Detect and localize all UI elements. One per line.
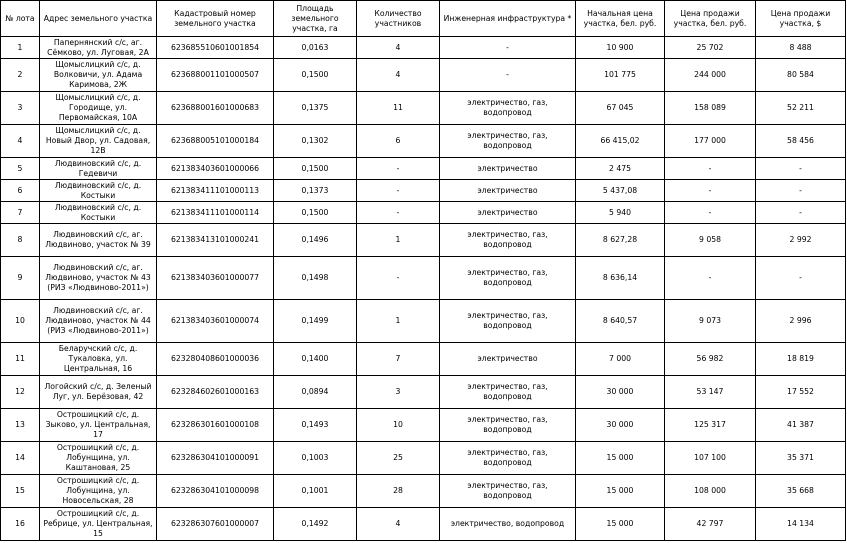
cell-address: Щомыслицкий с/с, д. Городище, ул. Первомайская, 10А — [40, 92, 157, 125]
header-sale-price-usd: Цена продажи участка, $ — [756, 1, 846, 37]
cell-sale-price-usd: 14 134 — [756, 508, 846, 541]
cell-start-price: 30 000 — [576, 376, 665, 409]
cell-participants: 3 — [357, 376, 440, 409]
cell-start-price: 101 775 — [576, 59, 665, 92]
cell-address: Острошицкий с/с, д. Лобунщина, ул. Каштановая, 25 — [40, 442, 157, 475]
cell-sale-price-usd: 2 992 — [756, 224, 846, 257]
cell-sale-price-byn: 107 100 — [665, 442, 756, 475]
table-row — [1, 180, 846, 202]
cell-area: 0,1496 — [274, 224, 357, 257]
cell-participants: 28 — [357, 475, 440, 508]
table-row — [1, 92, 846, 125]
cell-address: Людвиновский с/с, аг. Людвиново, участок № 44 (РИЗ «Людвиново-2011») — [40, 300, 157, 343]
cell-area: 0,0163 — [274, 37, 357, 59]
cell-area: 0,1499 — [274, 300, 357, 343]
cell-sale-price-byn: 25 702 — [665, 37, 756, 59]
cell-area: 0,1492 — [274, 508, 357, 541]
cell-address: Людвиновский с/с, д. Костыки — [40, 180, 157, 202]
cell-address: Острошицкий с/с, д. Зыково, ул. Центральная, 17 — [40, 409, 157, 442]
header-infrastructure: Инженерная инфраструктура * — [440, 1, 576, 37]
cell-sale-price-usd: - — [756, 257, 846, 300]
cell-cadastral-number: 621383411101000114 — [157, 202, 274, 224]
cell-infrastructure: электричество, водопровод — [440, 508, 576, 541]
cell-cadastral-number: 623688001601000683 — [157, 92, 274, 125]
cell-start-price: 30 000 — [576, 409, 665, 442]
cell-lot-number: 9 — [1, 257, 40, 300]
cell-sale-price-byn: - — [665, 180, 756, 202]
table-row — [1, 300, 846, 343]
cell-sale-price-byn: - — [665, 158, 756, 180]
cell-sale-price-byn: 53 147 — [665, 376, 756, 409]
cell-sale-price-byn: 177 000 — [665, 125, 756, 158]
cell-infrastructure: электричество, газ, водопровод — [440, 125, 576, 158]
cell-start-price: 15 000 — [576, 442, 665, 475]
cell-lot-number: 12 — [1, 376, 40, 409]
cell-participants: - — [357, 158, 440, 180]
cell-sale-price-usd: 18 819 — [756, 343, 846, 376]
cell-area: 0,1375 — [274, 92, 357, 125]
cell-address: Папернянский с/с, аг. Сёмково, ул. Луговая, 2А — [40, 37, 157, 59]
cell-participants: 1 — [357, 224, 440, 257]
cell-start-price: 8 640,57 — [576, 300, 665, 343]
cell-cadastral-number: 623286307601000007 — [157, 508, 274, 541]
cell-cadastral-number: 621383411101000113 — [157, 180, 274, 202]
cell-lot-number: 6 — [1, 180, 40, 202]
cell-lot-number: 13 — [1, 409, 40, 442]
cell-start-price: 15 000 — [576, 508, 665, 541]
header-sale-price-byn: Цена продажи участка, бел. руб. — [665, 1, 756, 37]
cell-participants: 11 — [357, 92, 440, 125]
cell-start-price: 2 475 — [576, 158, 665, 180]
cell-start-price: 67 045 — [576, 92, 665, 125]
table-header-row — [1, 1, 846, 37]
cell-sale-price-usd: - — [756, 158, 846, 180]
cell-start-price: 7 000 — [576, 343, 665, 376]
cell-infrastructure: электричество, газ, водопровод — [440, 442, 576, 475]
cell-start-price: 15 000 — [576, 475, 665, 508]
cell-infrastructure: электричество, газ, водопровод — [440, 300, 576, 343]
header-address: Адрес земельного участка — [40, 1, 157, 37]
cell-address: Людвиновский с/с, д. Костыки — [40, 202, 157, 224]
cell-sale-price-usd: 17 552 — [756, 376, 846, 409]
cell-sale-price-byn: 42 797 — [665, 508, 756, 541]
header-lot-number: № лота — [1, 1, 40, 37]
cell-infrastructure: электричество, газ, водопровод — [440, 257, 576, 300]
header-start-price: Начальная цена участка, бел. руб. — [576, 1, 665, 37]
cell-address: Острошицкий с/с, д. Ребрице, ул. Центральная, 15 — [40, 508, 157, 541]
cell-area: 0,1001 — [274, 475, 357, 508]
cell-area: 0,1373 — [274, 180, 357, 202]
cell-cadastral-number: 623688001101000507 — [157, 59, 274, 92]
cell-area: 0,0894 — [274, 376, 357, 409]
cell-infrastructure: электричество, газ, водопровод — [440, 475, 576, 508]
cell-area: 0,1400 — [274, 343, 357, 376]
table-row — [1, 59, 846, 92]
table-row — [1, 202, 846, 224]
cell-sale-price-usd: 58 456 — [756, 125, 846, 158]
cell-infrastructure: - — [440, 59, 576, 92]
cell-cadastral-number: 621383403601000074 — [157, 300, 274, 343]
cell-participants: - — [357, 202, 440, 224]
cell-start-price: 8 636,14 — [576, 257, 665, 300]
cell-sale-price-usd: 41 387 — [756, 409, 846, 442]
cell-sale-price-usd: 52 211 — [756, 92, 846, 125]
cell-address: Острошицкий с/с, д. Лобунщина, ул. Новосельская, 28 — [40, 475, 157, 508]
table-row — [1, 125, 846, 158]
cell-sale-price-usd: 35 371 — [756, 442, 846, 475]
cell-lot-number: 8 — [1, 224, 40, 257]
cell-sale-price-byn: - — [665, 202, 756, 224]
cell-sale-price-byn: 9 073 — [665, 300, 756, 343]
cell-sale-price-byn: 9 058 — [665, 224, 756, 257]
cell-infrastructure: электричество — [440, 202, 576, 224]
cell-address: Людвиновский с/с, д. Гедевичи — [40, 158, 157, 180]
cell-lot-number: 14 — [1, 442, 40, 475]
cell-infrastructure: электричество, газ, водопровод — [440, 409, 576, 442]
cell-area: 0,1302 — [274, 125, 357, 158]
cell-area: 0,1500 — [274, 59, 357, 92]
cell-infrastructure: электричество, газ, водопровод — [440, 224, 576, 257]
cell-sale-price-byn: 108 000 — [665, 475, 756, 508]
table-row — [1, 508, 846, 541]
cell-lot-number: 5 — [1, 158, 40, 180]
cell-start-price: 66 415,02 — [576, 125, 665, 158]
cell-participants: - — [357, 257, 440, 300]
cell-area: 0,1493 — [274, 409, 357, 442]
cell-lot-number: 2 — [1, 59, 40, 92]
cell-sale-price-usd: 80 584 — [756, 59, 846, 92]
cell-address: Людвиновский с/с, аг. Людвиново, участок № 39 — [40, 224, 157, 257]
cell-sale-price-byn: 158 089 — [665, 92, 756, 125]
cell-cadastral-number: 621383403601000066 — [157, 158, 274, 180]
cell-lot-number: 4 — [1, 125, 40, 158]
cell-infrastructure: электричество, газ, водопровод — [440, 92, 576, 125]
cell-start-price: 5 940 — [576, 202, 665, 224]
table-row — [1, 37, 846, 59]
cell-lot-number: 11 — [1, 343, 40, 376]
cell-cadastral-number: 623688005101000184 — [157, 125, 274, 158]
table-row — [1, 224, 846, 257]
cell-infrastructure: электричество — [440, 180, 576, 202]
cell-start-price: 10 900 — [576, 37, 665, 59]
cell-sale-price-byn: - — [665, 257, 756, 300]
cell-cadastral-number: 623286301601000108 — [157, 409, 274, 442]
cell-lot-number: 1 — [1, 37, 40, 59]
cell-address: Беларучский с/с, д. Тукаловка, ул. Центральная, 16 — [40, 343, 157, 376]
cell-participants: 1 — [357, 300, 440, 343]
cell-start-price: 5 437,08 — [576, 180, 665, 202]
cell-lot-number: 10 — [1, 300, 40, 343]
cell-participants: 7 — [357, 343, 440, 376]
cell-area: 0,1498 — [274, 257, 357, 300]
cell-participants: 4 — [357, 37, 440, 59]
cell-participants: 4 — [357, 59, 440, 92]
cell-area: 0,1003 — [274, 442, 357, 475]
cell-infrastructure: - — [440, 37, 576, 59]
header-cadastral-number: Кадастровый номер земельного участка — [157, 1, 274, 37]
table-row — [1, 442, 846, 475]
cell-address: Щомыслицкий с/с, д. Волковичи, ул. Адама Каримова, 2Ж — [40, 59, 157, 92]
cell-address: Щомыслицкий с/с, д. Новый Двор, ул. Садовая, 12В — [40, 125, 157, 158]
table-row — [1, 475, 846, 508]
cell-cadastral-number: 623280408601000036 — [157, 343, 274, 376]
header-participants: Количество участников — [357, 1, 440, 37]
cell-lot-number: 15 — [1, 475, 40, 508]
cell-cadastral-number: 621383403601000077 — [157, 257, 274, 300]
cell-participants: 25 — [357, 442, 440, 475]
cell-lot-number: 7 — [1, 202, 40, 224]
cell-infrastructure: электричество, газ, водопровод — [440, 376, 576, 409]
cell-infrastructure: электричество — [440, 343, 576, 376]
cell-area: 0,1500 — [274, 202, 357, 224]
cell-infrastructure: электричество — [440, 158, 576, 180]
cell-cadastral-number: 623286304101000091 — [157, 442, 274, 475]
header-area: Площадь земельного участка, га — [274, 1, 357, 37]
cell-cadastral-number: 623685510601001854 — [157, 37, 274, 59]
cell-sale-price-usd: - — [756, 180, 846, 202]
cell-address: Логойский с/с, д. Зеленый Луг, ул. Берёзовая, 42 — [40, 376, 157, 409]
cell-start-price: 8 627,28 — [576, 224, 665, 257]
cell-sale-price-usd: - — [756, 202, 846, 224]
cell-participants: 6 — [357, 125, 440, 158]
table-row — [1, 376, 846, 409]
table-row — [1, 343, 846, 376]
cell-cadastral-number: 623286304101000098 — [157, 475, 274, 508]
cell-participants: - — [357, 180, 440, 202]
table-row — [1, 409, 846, 442]
cell-sale-price-byn: 125 317 — [665, 409, 756, 442]
cell-area: 0,1500 — [274, 158, 357, 180]
cell-address: Людвиновский с/с, аг. Людвиново, участок № 43 (РИЗ «Людвиново-2011») — [40, 257, 157, 300]
cell-sale-price-byn: 244 000 — [665, 59, 756, 92]
table-row — [1, 158, 846, 180]
cell-cadastral-number: 621383413101000241 — [157, 224, 274, 257]
cell-sale-price-usd: 8 488 — [756, 37, 846, 59]
table-row — [1, 257, 846, 300]
cell-lot-number: 16 — [1, 508, 40, 541]
cell-sale-price-byn: 56 982 — [665, 343, 756, 376]
cell-participants: 10 — [357, 409, 440, 442]
cell-sale-price-usd: 35 668 — [756, 475, 846, 508]
cell-cadastral-number: 623284602601000163 — [157, 376, 274, 409]
cell-sale-price-usd: 2 996 — [756, 300, 846, 343]
cell-lot-number: 3 — [1, 92, 40, 125]
cell-participants: 4 — [357, 508, 440, 541]
